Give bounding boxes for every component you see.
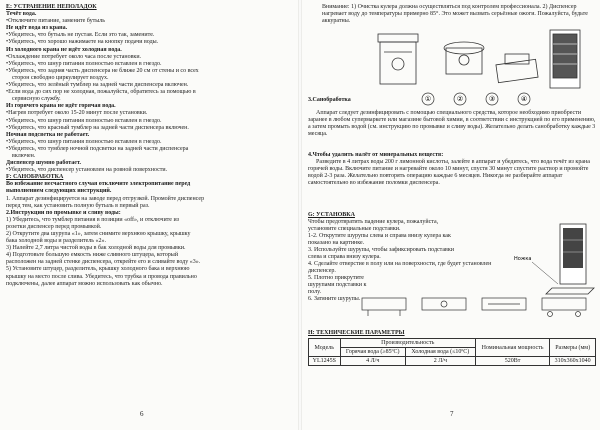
text-line: • Убедитесь, что шнур питания полностью вставлен в гнездо. bbox=[6, 61, 292, 68]
install-line: 3. Используйте шурупы, чтобы зафиксировать подставки bbox=[308, 247, 454, 253]
sanitation-icon-2-number: ② bbox=[456, 95, 464, 103]
sec3-title: 3.Санобработка bbox=[308, 97, 351, 103]
col-productivity-header: Производительность bbox=[340, 339, 475, 348]
install-line: слева и справа внизу кулера. bbox=[308, 254, 381, 260]
sanitation-icon-1-number: ① bbox=[424, 95, 432, 103]
install-line: 4. Сделайте отверстие в полу или на поверхности, где будет установлен bbox=[308, 261, 492, 267]
tech-params-title: H: ТЕХНИЧЕСКИЕ ПАРАМЕТРЫ bbox=[308, 330, 405, 336]
install-line: диспенсер. bbox=[308, 268, 336, 274]
sanitation-step-icons bbox=[420, 91, 540, 107]
install-line: 1-2. Открутите шурупы слева и справа внизу кулера как bbox=[308, 233, 451, 239]
col-model-header: Модель bbox=[309, 339, 341, 357]
sanitation-icon-4 bbox=[518, 93, 530, 105]
text-line: 2) Открутите два шурупа «1», затем снимите верхнюю крышку, крышку bbox=[6, 231, 191, 237]
install-step-drawing-4 bbox=[542, 298, 586, 317]
text-line: сторон свободно циркулирует воздух. bbox=[12, 74, 109, 81]
text-line: включен. bbox=[12, 152, 36, 159]
cell-cold: 2 Л/ч bbox=[405, 357, 475, 366]
cooler-open-lid-drawing bbox=[378, 34, 418, 84]
text-line: расположен на задней стенке диспенсера, открейте его и сливайте воду «3». bbox=[6, 259, 201, 266]
tank-drawing bbox=[444, 42, 484, 74]
table-row bbox=[309, 339, 596, 348]
cell-power: 520Вт bbox=[475, 357, 549, 366]
sanitation-icon-4-number: ④ bbox=[520, 95, 528, 103]
section-heading: Диспенсер шумно работает. bbox=[6, 160, 81, 167]
text-line: • Убедитесь, что хорошо нажимаете на кнопку подачи воды. bbox=[6, 39, 292, 46]
col-hot-header: Горячая вода (≥85ºС) bbox=[340, 348, 405, 357]
section-heading: Ночная подсветка не работает. bbox=[6, 131, 90, 138]
section-heading: Во избежание несчастного случая отключите электропитание перед bbox=[6, 181, 191, 188]
text-line: • Убедитесь, что задняя часть диспенсера не ближе 20 см от стены и со всех bbox=[6, 68, 292, 75]
text-line: 5) Установите штуцер, разделитель, крышку холодного бака и верхнюю bbox=[6, 266, 190, 273]
section-descaling bbox=[308, 152, 598, 187]
text-line: 3) Налейте 2,7 литра чистой воды в бак холодной воды для промывки. bbox=[6, 245, 186, 252]
text-line: • Нагрев потребует около 15-20 минут после установки. bbox=[6, 110, 292, 117]
sec3-text: Аппарат следует дезинфицировать с помощью специального средства, которое необходимо приобрести заранее в любом супермаркете или магазине бытовой химии, в соответствии с инструкцией по его применению, а затем промыть водой (см. инструкцию по промывке и сливу воды). Желательно делать санобработку каждые 3 месяца. bbox=[308, 110, 596, 137]
col-size-header: Размеры (мм) bbox=[550, 339, 596, 357]
page-number-right: 7 bbox=[450, 410, 454, 418]
warning-text: Внимание: 1) Очистка кулера должна осуществляться под контролем профессионала. 2) Диспенсер нагревает воду до температуры примерно 85°. Это может вызвать серьёзные ожоги. Пожалуйста, будьте аккуратны. bbox=[322, 4, 588, 24]
sanitation-icon-3 bbox=[486, 93, 498, 105]
text-line: • Убедитесь, что зелёный тумблер на задней части диспенсера включен. bbox=[6, 82, 292, 89]
text-line: бака холодной воды и разделитель «2». bbox=[6, 238, 106, 245]
installation-step-drawings bbox=[358, 290, 598, 320]
sec4-title: 4.Чтобы удалить налёт от минеральных веществ: bbox=[308, 152, 444, 158]
section-heading: Течёт вода. bbox=[6, 11, 37, 18]
text-line: перед тем, как установить полную бутыль в первый раз. bbox=[6, 202, 150, 209]
install-line: 5. Плотно прикрутите bbox=[308, 275, 364, 281]
section-heading: F: САНОБРАБОТКА bbox=[6, 174, 64, 181]
cell-size: 310x360x1040 bbox=[550, 357, 596, 366]
install-line: показано на картинке. bbox=[308, 240, 365, 246]
text-line: • Если вода до сих пор не холодная, пожалуйста, обратитесь за помощью в bbox=[6, 89, 292, 96]
section-heading: Из горячего крана не идёт горячая вода. bbox=[6, 103, 116, 110]
install-line: Чтобы предотвратить падение кулера, пожалуйста, bbox=[308, 219, 439, 225]
cell-hot: 4 Л/ч bbox=[340, 357, 405, 366]
text-line: сервисную службу. bbox=[12, 96, 61, 103]
install-step-drawing-1 bbox=[362, 298, 406, 316]
install-step-drawing-3 bbox=[482, 298, 526, 310]
section-heading: Из холодного крана не идёт холодная вода. bbox=[6, 46, 122, 53]
install-title: G: УСТАНОВКА bbox=[308, 212, 355, 218]
section-heading: выполнением следующих инструкций. bbox=[6, 188, 112, 195]
text-line: 1) Убедитесь, что тумблер питания в позиции «off», и отключите из bbox=[6, 216, 180, 223]
text-line: • Охлаждение потребует около часа после установки. bbox=[6, 54, 292, 61]
text-line: подключены, далее аппарат можно использовать как обычно. bbox=[6, 280, 163, 287]
disassembly-illustrations bbox=[312, 28, 598, 92]
sanitation-icon-3-number: ③ bbox=[488, 95, 496, 103]
sanitation-icon-1 bbox=[422, 93, 434, 105]
text-line: • Убедитесь, что красный тумблер на задней части диспенсера включен. bbox=[6, 125, 292, 132]
install-step-drawing-2 bbox=[422, 298, 466, 310]
tilted-cooler-drawing bbox=[496, 54, 538, 83]
page-number-left: 6 bbox=[140, 410, 144, 418]
spec-table bbox=[308, 338, 596, 366]
sec4-text: Разведите в 4 литрах воды 200 г лимонной кислоты, залейте в аппарат и убедитесь, что вода течёт из крана горячей воды. Включите питание и нагревайте около 10 минут, спустя 30 минут спустите раствор и промойте водой 2-3 раза. Желательно повторять операцию каждые 6 месяцев. Никогда не разбирайте аппарат самостоятельно во избежание поломки диспенсера. bbox=[308, 159, 590, 186]
install-line: шурупами подставки к bbox=[308, 282, 367, 288]
text-line: • Убедитесь, что тумблер ночной подсветки на задней части диспенсера bbox=[6, 146, 292, 153]
section-heading: E: УСТРАНЕНИЕ НЕПОЛАДОК bbox=[6, 4, 97, 10]
text-line: • Убедитесь, что диспенсер установлен на ровной поверхности. bbox=[6, 167, 292, 174]
col-cold-header: Холодная вода (≤10ºС) bbox=[405, 348, 475, 357]
section-heading: Не идёт вода из крана. bbox=[6, 25, 68, 32]
text-line: • Убедитесь, что шнур питания полностью вставлен в гнездо. bbox=[6, 139, 292, 146]
sanitation-icon-2 bbox=[454, 93, 466, 105]
foot-label: Ножка bbox=[514, 256, 532, 262]
install-line: 6. Затяните шурупы. bbox=[308, 296, 361, 302]
text-line: 1. Аппарат дезинфицируется на заводе перед отгрузкой. Промойте диспенсер bbox=[6, 195, 205, 202]
text-line: • Убедитесь, что шнур питания полностью вставлен в гнездо. bbox=[6, 118, 292, 125]
page-right bbox=[300, 0, 600, 430]
cell-model: YL1245S bbox=[309, 357, 341, 366]
text-line: • Отключите питание, замените бутыль bbox=[6, 18, 292, 25]
text-line: • Убедитесь, что бутыль не пустая. Если это так, замените. bbox=[6, 32, 292, 39]
install-line: полу. bbox=[308, 289, 322, 295]
col-power-header: Номинальная мощность bbox=[475, 339, 549, 357]
troubleshooting-column bbox=[6, 4, 292, 288]
cooler-side-view-drawing bbox=[550, 30, 580, 88]
table-row bbox=[309, 357, 596, 366]
install-line: установите специальные подставки. bbox=[308, 226, 401, 232]
text-line: крышку на место после слива. Убедитесь, что трубка и провода правильно bbox=[6, 273, 197, 280]
text-line: розетки диспенсер перед промывкой. bbox=[6, 223, 102, 230]
text-line: 4) Подготовьте большую емкость ниже сливного штуцера, который bbox=[6, 252, 179, 259]
section-heading: 2.Инструкции по промывке и сливу воды: bbox=[6, 209, 121, 216]
